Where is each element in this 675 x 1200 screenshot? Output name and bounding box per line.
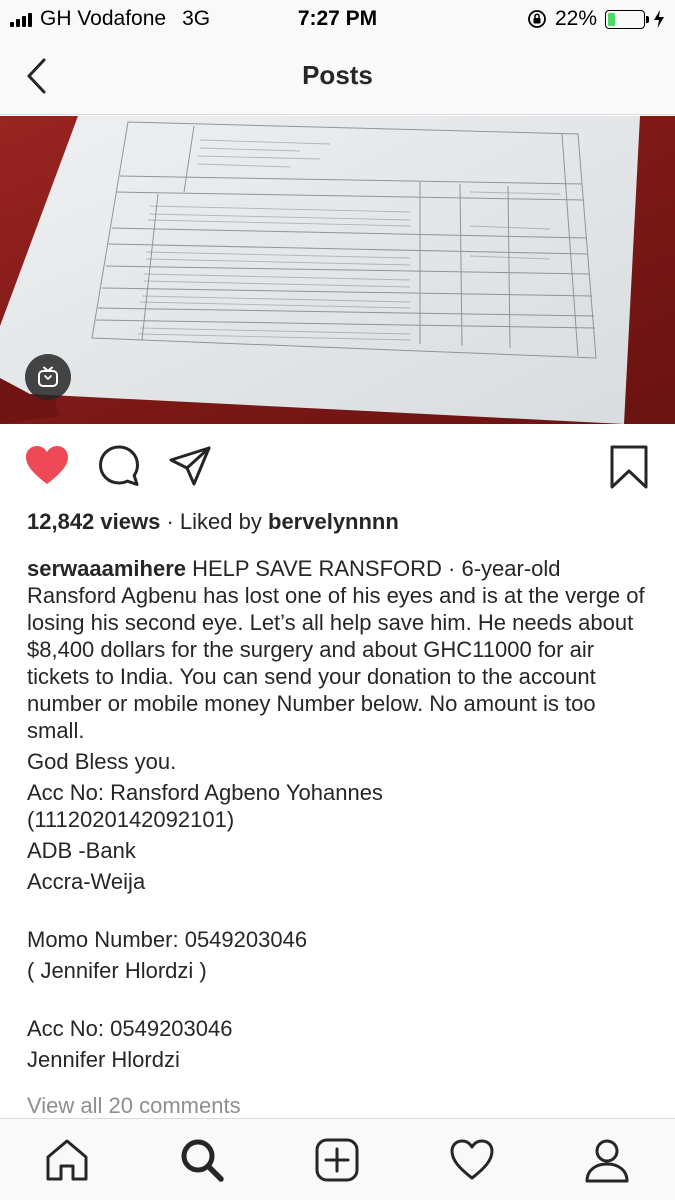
navigation-bar	[0, 38, 675, 115]
caption-text: HELP SAVE RANSFORD · 6-year-old Ransford Agbenu has lost one of his eyes and is at the verge of losing his second eye. Let’s all help save him. He needs about $8,400 dollars for the surgery and about GHC11000 for air tickets to India. You can send your donation to the account number or mobile money Number below. No amount is too small.	[27, 556, 645, 743]
share-button[interactable]	[168, 444, 212, 493]
like-button[interactable]	[24, 444, 70, 491]
post-actions	[0, 440, 675, 496]
activity-heart-icon	[449, 1137, 495, 1183]
photo-document-sheet	[0, 116, 675, 424]
second-account-name: Jennifer Hlordzi	[27, 1047, 180, 1072]
battery-icon	[605, 10, 645, 29]
post-image[interactable]	[0, 116, 675, 424]
caption	[27, 555, 647, 1073]
second-account-number: Acc No: 0549203046	[27, 1016, 233, 1041]
view-all-comments-link[interactable]: View all 20 comments	[27, 1093, 241, 1118]
charging-bolt-icon	[653, 9, 665, 29]
account-number-line: (1112020142092101)	[27, 807, 235, 832]
profile-icon	[584, 1137, 630, 1183]
momo-number: Momo Number: 0549203046	[27, 927, 308, 952]
tab-activity[interactable]	[449, 1137, 495, 1183]
heart-filled-icon	[24, 444, 70, 486]
tab-bar	[0, 1118, 675, 1200]
momo-name: ( Jennifer Hlordzi )	[27, 958, 207, 983]
account-name-line: Acc No: Ransford Agbeno Yohannes	[27, 780, 383, 805]
bank-name: ADB -Bank	[27, 838, 136, 863]
bookmark-icon	[609, 444, 649, 490]
comment-button[interactable]	[97, 444, 141, 493]
igtv-badge[interactable]	[25, 354, 71, 400]
status-bar	[0, 0, 675, 38]
home-icon	[44, 1137, 90, 1183]
view-count[interactable]: 12,842 views	[27, 509, 161, 534]
engagement-line	[27, 508, 647, 535]
liked-by-username[interactable]: bervelynnnn	[268, 509, 399, 534]
tab-new-post[interactable]	[314, 1137, 360, 1183]
liked-by-label: Liked by	[179, 509, 262, 534]
network-type: 3G	[182, 7, 211, 30]
status-right	[527, 7, 665, 31]
caption-blessing: God Bless you.	[27, 749, 177, 774]
clock: 7:27 PM	[297, 7, 378, 30]
bank-branch: Accra-Weija	[27, 869, 146, 894]
post-body	[27, 508, 647, 1119]
tab-profile[interactable]	[584, 1137, 630, 1183]
send-icon	[168, 444, 212, 488]
separator: ·	[166, 509, 174, 534]
add-icon	[314, 1137, 360, 1183]
tab-search[interactable]	[179, 1137, 225, 1183]
comment-icon	[97, 444, 141, 488]
orientation-lock-icon	[527, 9, 547, 29]
tab-home[interactable]	[44, 1137, 90, 1183]
search-icon	[179, 1137, 225, 1183]
page-title: Posts	[302, 60, 373, 90]
battery-percent: 22%	[554, 7, 597, 30]
caption-username[interactable]: serwaaamihere	[27, 556, 186, 581]
carrier-name: GH Vodafone	[40, 7, 167, 30]
igtv-icon	[37, 366, 59, 388]
save-button[interactable]	[609, 444, 649, 495]
